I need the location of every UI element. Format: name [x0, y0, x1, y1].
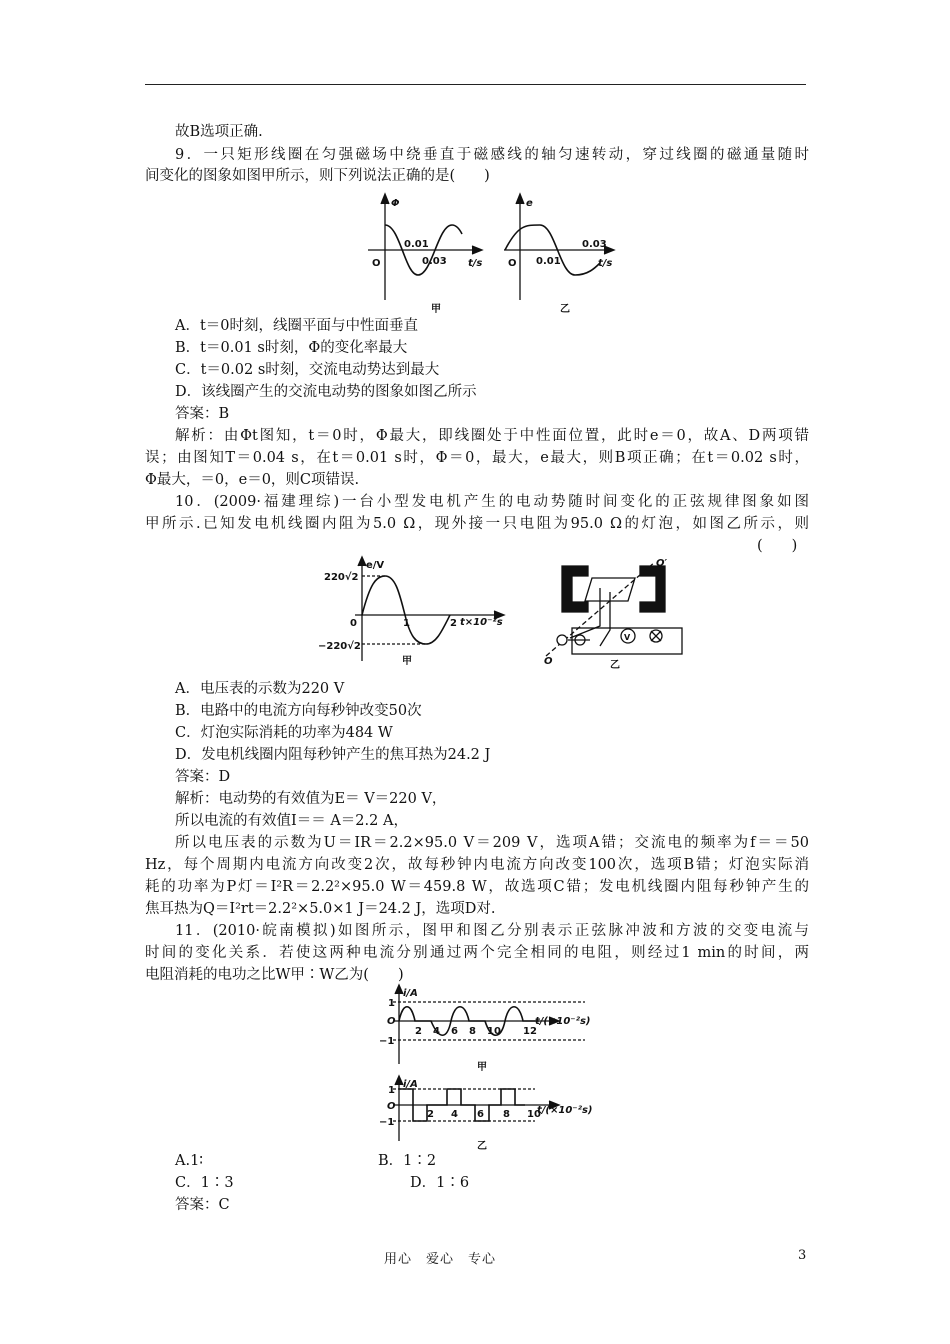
q9-stem-1: 9．一只矩形线圈在匀强磁场中绕垂直于磁感线的轴匀速转动，穿过线圈的磁通量随时 [175, 147, 809, 163]
figure-caption: 乙 [560, 304, 570, 315]
tick-label: 8 [469, 1026, 476, 1037]
minus-one-label: −1 [379, 1117, 395, 1128]
ymin-label: −220√2 [318, 641, 361, 652]
header-rule [145, 84, 806, 85]
q10-option-a: A．电压表的示数为220 V [175, 681, 345, 697]
q10-explanation-4: Hz，每个周期内电流方向改变2次，故每秒钟内电流方向改变100次，选项B错；灯泡实际消 [145, 857, 809, 873]
tick-label: 0.01 [536, 256, 561, 267]
figure-caption: 甲 [477, 1062, 487, 1073]
q10-explanation-6: 焦耳热为Q＝I²rt＝2.2²×5.0×1 J＝24.2 J，选项D对. [145, 901, 496, 917]
tick-label: 4 [433, 1026, 440, 1037]
q9-option-c: C．t＝0.02 s时刻，交流电动势达到最大 [175, 362, 440, 378]
q9-explanation-3: Φ最大，＝0，e＝0，则C项错误. [145, 472, 360, 488]
tick-label: 4 [451, 1109, 458, 1120]
axis-o-prime-label: O′ [656, 558, 668, 569]
figure-caption: 乙 [610, 660, 620, 671]
q11-option-b: B．1∶2 [378, 1153, 437, 1169]
q10-option-b: B．电路中的电流方向每秒钟改变50次 [175, 703, 422, 719]
x-axis-label: t/s [598, 258, 613, 269]
origin-label: O [508, 258, 517, 269]
q10-explanation-3: 所以电压表的示数为U＝IR＝2.2×95.0 V＝209 V，选项A错；交流电的频率为f＝＝50 [175, 835, 809, 851]
origin-label: O [372, 258, 381, 269]
text-line: 故B选项正确. [175, 124, 263, 140]
q9-option-a: A．t＝0时刻，线圈平面与中性面垂直 [175, 318, 419, 334]
q11-option-d: D．1∶6 [410, 1175, 470, 1191]
tick-label: 12 [523, 1026, 537, 1037]
q11-stem-3: 电阻消耗的电功之比W甲∶W乙为( ) [145, 967, 404, 983]
tick-label: 8 [503, 1109, 510, 1120]
emf-ylabel: e/V [366, 560, 385, 571]
figure-caption: 甲 [402, 656, 412, 667]
tick-label: 2 [415, 1026, 422, 1037]
q11-option-c: C．1∶3 [175, 1175, 234, 1191]
q10-explanation-5: 耗的功率为P灯＝I²R＝2.2²×95.0 W＝459.8 W，故选项C错；发电机线圈内阻每秒钟产生的 [145, 879, 809, 895]
voltmeter-label: V [624, 633, 631, 642]
x-axis-label: t/(×10⁻²s) [537, 1105, 593, 1116]
tick-label: 6 [451, 1026, 458, 1037]
flux-ylabel: Φ [391, 198, 400, 209]
footer-motto: 用心 爱心 专心 [384, 1252, 497, 1267]
x-axis-label: t×10⁻²s [460, 617, 503, 628]
q10-stem-1: 10．(2009·福建理综)一台小型发电机产生的电动势随时间变化的正弦规律图象如图 [175, 494, 809, 510]
minus-one-label: −1 [379, 1036, 395, 1047]
q10-answer: 答案：D [175, 769, 231, 785]
figure-sine-pulse [365, 984, 615, 1072]
q9-stem-2: 间变化的图象如图甲所示，则下列说法正确的是( ) [145, 168, 490, 184]
q10-stem-2: 甲所示.已知发电机线圈内阻为5.0 Ω，现外接一只电阻为95.0 Ω的灯泡，如图乙所示，则 [145, 516, 809, 532]
q10-answer-blank: ( ) [757, 538, 798, 554]
figure-flux-emf [360, 188, 620, 318]
one-label: 1 [388, 998, 395, 1009]
zero-label: O [387, 1016, 396, 1027]
emf-ylabel: e [526, 198, 533, 209]
q11-stem-1: 11．(2010·皖南模拟)如图所示，图甲和图乙分别表示正弦脉冲波和方波的交变电流与 [175, 923, 809, 939]
q11-answer: 答案：C [175, 1197, 230, 1213]
q10-explanation-1: 解析：电动势的有效值为E＝ V＝220 V， [175, 791, 447, 807]
tick-label: 6 [477, 1109, 484, 1120]
q11-stem-2: 时间的变化关系．若使这两种电流分别通过两个完全相同的电阻，则经过1 min的时间，两 [145, 945, 809, 961]
current-ylabel: i/A [403, 1079, 418, 1090]
zero-label: O [387, 1101, 396, 1112]
figure-caption: 甲 [431, 304, 441, 315]
tick-label: 2 [450, 618, 457, 629]
page-number: 3 [798, 1248, 807, 1263]
tick-label: 0.03 [582, 239, 607, 250]
tick-label: 10 [527, 1109, 541, 1120]
q11-option-a: A.1∶ [175, 1153, 204, 1169]
tick-label: 10 [487, 1026, 501, 1037]
tick-label: 0.01 [404, 239, 429, 250]
q9-explanation-1: 解析：由Φt图知，t＝0时，Φ最大，即线圈处于中性面位置，此时e＝0，故A、D两项错 [175, 428, 809, 444]
zero-label: 0 [350, 618, 357, 629]
one-label: 1 [388, 1085, 395, 1096]
ymax-label: 220√2 [324, 572, 359, 583]
x-axis-label: t/s [468, 258, 483, 269]
tick-label: 0.03 [422, 256, 447, 267]
q9-option-b: B．t＝0.01 s时刻，Φ的变化率最大 [175, 340, 408, 356]
axis-o-label: O [544, 656, 553, 667]
tick-label: 2 [427, 1109, 434, 1120]
q9-explanation-2: 误；由图知T＝0.04 s，在t＝0.01 s时，Φ＝0，最大，e最大，则B项正确；在t＝0.02 s时， [145, 450, 809, 466]
figure-generator [310, 556, 690, 671]
figure-square-wave [365, 1075, 615, 1153]
current-ylabel: i/A [403, 988, 418, 999]
figure-caption: 乙 [477, 1141, 487, 1152]
q10-option-c: C．灯泡实际消耗的功率为484 W [175, 725, 393, 741]
q10-option-d: D．发电机线圈内阻每秒钟产生的焦耳热为24.2 J [175, 747, 491, 763]
q9-option-d: D．该线圈产生的交流电动势的图象如图乙所示 [175, 384, 477, 400]
q10-explanation-2: 所以电流的有效值I＝＝ A＝2.2 A， [175, 813, 408, 829]
tick-label: 1 [403, 618, 410, 629]
x-axis-label: t/(×10⁻²s) [535, 1016, 591, 1027]
q9-answer: 答案：B [175, 406, 230, 422]
